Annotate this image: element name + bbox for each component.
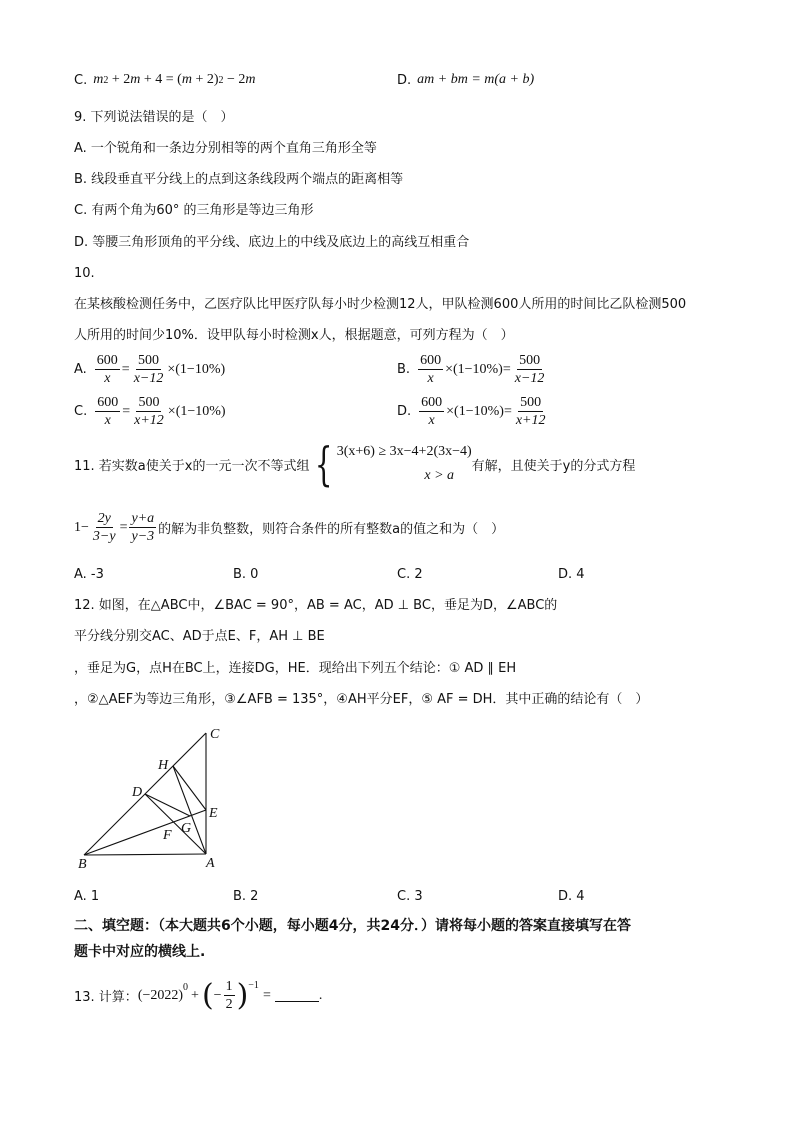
left-brace-icon: { (315, 437, 333, 491)
factor: ×(1−10%) (167, 403, 226, 419)
right-paren-icon: ) (236, 978, 249, 1013)
segment-ad (145, 794, 206, 854)
denominator: x−12 (133, 371, 164, 386)
denominator: 3−y (92, 529, 116, 544)
q10-option-d (397, 394, 550, 429)
inequality-2: x > a (424, 468, 455, 483)
q13-exponent-zero: 0 (183, 982, 189, 993)
inequality-1: 3(x+6) ≥ 3x−4+2(3x−4) (336, 444, 472, 459)
q11-option-d: D. 4 (558, 567, 585, 582)
factor: ×(1−10%) (167, 361, 226, 377)
answer-blank[interactable] (275, 989, 319, 1002)
segment-he (173, 766, 206, 810)
q11-option-b: B. 0 (233, 567, 259, 582)
q10-line2: 人所用的时间少10%．设甲队每小时检测x人，根据题意，可列方程为（ ） (74, 328, 514, 343)
q10-option-a (74, 352, 225, 387)
equals-sign: = (503, 403, 512, 419)
minus-sign: − (213, 987, 222, 1003)
q9-option-a: A. 一个锐角和一条边分别相等的两个直角三角形全等 (74, 141, 377, 156)
q9-option-c: C. 有两个角为60° 的三角形是等边三角形 (74, 203, 314, 218)
q12-line2: 平分线分别交AC、AD于点E、F，AH ⊥ BE (74, 629, 325, 644)
fraction (419, 394, 444, 429)
numerator: 500 (519, 353, 541, 368)
q11-option-a: A. -3 (74, 567, 104, 582)
denominator: x (427, 371, 434, 386)
denominator: x (104, 413, 111, 428)
q9-stem: 9. 下列说法错误的是（ ） (74, 110, 234, 125)
fraction (95, 352, 120, 387)
label-d: D (132, 785, 143, 800)
q10-option-c-label: C. (74, 404, 88, 419)
q13-prefix: 13. 计算： (74, 990, 138, 1005)
q13-base: (−2022) (137, 987, 184, 1003)
numerator: 2y (97, 511, 111, 526)
section-2-heading-line1: 二、填空题：（本大题共6个小题，每小题4分，共24分．）请将每小题的答案直接填写在答 (74, 918, 631, 934)
denominator: x−12 (514, 371, 545, 386)
q11-tail: 的解为非负整数，则符合条件的所有整数a的值之和为（ ） (158, 522, 505, 537)
denominator: 2 (225, 997, 233, 1012)
fraction (91, 510, 118, 545)
label-a: A (206, 856, 215, 871)
fraction (132, 394, 166, 429)
fraction (514, 394, 548, 429)
q12-option-a: A. 1 (74, 889, 100, 904)
q8-option-c-expression: m 2 + 2 m + 4 = ( m + 2) 2 − 2 m (93, 72, 256, 87)
q10-option-d-label: D. (397, 404, 412, 419)
denominator: x (428, 413, 435, 428)
denominator: y−3 (131, 529, 155, 544)
equals-sign: = (122, 403, 131, 419)
denominator: x+12 (515, 413, 546, 428)
fraction (129, 510, 156, 545)
segment-dg (145, 794, 190, 816)
q13-exponent-neg1: −1 (248, 980, 259, 991)
numerator: 600 (421, 395, 443, 410)
q13-period: . (318, 987, 323, 1003)
denominator: x+12 (134, 413, 164, 428)
q10-option-b (397, 352, 548, 387)
numerator: 600 (97, 395, 119, 410)
geometry-figure (70, 722, 240, 872)
q9-option-b: B. 线段垂直平分线上的点到这条线段两个端点的距离相等 (74, 172, 404, 187)
q10-option-a-label: A. (74, 362, 87, 377)
segment-ba (84, 854, 206, 855)
plus-sign: + (191, 987, 199, 1003)
fraction (132, 352, 166, 387)
q8-option-c-label: C. (74, 72, 88, 88)
q12-option-d: D. 4 (558, 889, 585, 904)
q11-option-c: C. 2 (397, 567, 423, 582)
q12-line3: ，垂足为G，点H在BC上，连接DG，HE．现给出下列五个结论：① AD ∥ EH (74, 661, 517, 676)
numerator: y+a (131, 511, 155, 526)
q8-option-d-expression: am + bm = m(a + b) (417, 72, 535, 87)
q10-option-c (74, 394, 226, 429)
q12-line4: ，②△AEF为等边三角形，③∠AFB = 135°，④AH平分EF，⑤ AF = DH．其中正确的结论有（ ） (74, 692, 649, 707)
label-g: G (181, 821, 192, 836)
q9-option-d: D. 等腰三角形顶角的平分线、底边上的中线及底边上的高线互相重合 (74, 235, 470, 250)
q12-line1: 12. 如图，在△ABC中，∠BAC = 90°，AB = AC，AD ⊥ BC，垂足为D，∠ABC的 (74, 598, 558, 613)
equation-lead: 1− (74, 519, 89, 535)
q11-stem-line1 (74, 437, 636, 491)
equals-sign: = (502, 361, 511, 377)
q11-stem-line2 (74, 510, 504, 545)
fraction (513, 352, 547, 387)
q8-option-d (397, 72, 534, 88)
numerator: 500 (138, 395, 160, 410)
label-e: E (209, 806, 218, 821)
factor: ×(1−10%) (445, 361, 503, 377)
label-c: C (210, 727, 220, 742)
equals-sign: = (262, 987, 271, 1003)
fraction (418, 352, 443, 387)
q8-option-c (74, 72, 256, 88)
label-f: F (163, 828, 172, 843)
equals-sign: = (119, 519, 128, 535)
denominator: x (104, 371, 111, 386)
numerator: 1 (225, 979, 233, 994)
q12-option-c: C. 3 (397, 889, 423, 904)
q8-option-d-label: D. (397, 72, 412, 88)
q12-option-b: B. 2 (233, 889, 259, 904)
section-2-heading-line2: 题卡中对应的横线上. (74, 944, 206, 960)
inequality-system (309, 437, 472, 491)
numerator: 500 (138, 353, 160, 368)
q10-line1: 在某核酸检测任务中，乙医疗队比甲医疗队每小时少检测12人，甲队检测600人所用的时间比乙队检测500 (74, 297, 687, 312)
factor: ×(1−10%) (446, 403, 504, 419)
fraction-half (224, 978, 235, 1013)
q11-prefix: 11. 若实数a使关于x的一元一次不等式组 (74, 458, 310, 474)
q13 (74, 978, 322, 1013)
left-paren-icon: ( (201, 978, 214, 1013)
q11-suffix: 有解，且使关于y的分式方程 (471, 458, 636, 474)
equals-sign: = (121, 361, 130, 377)
numerator: 500 (520, 395, 542, 410)
label-b: B (78, 857, 87, 872)
fraction (95, 394, 120, 429)
q10-option-b-label: B. (397, 362, 411, 377)
numerator: 600 (96, 353, 118, 368)
label-h: H (158, 758, 169, 773)
numerator: 600 (420, 353, 442, 368)
q10-number: 10. (74, 266, 95, 281)
